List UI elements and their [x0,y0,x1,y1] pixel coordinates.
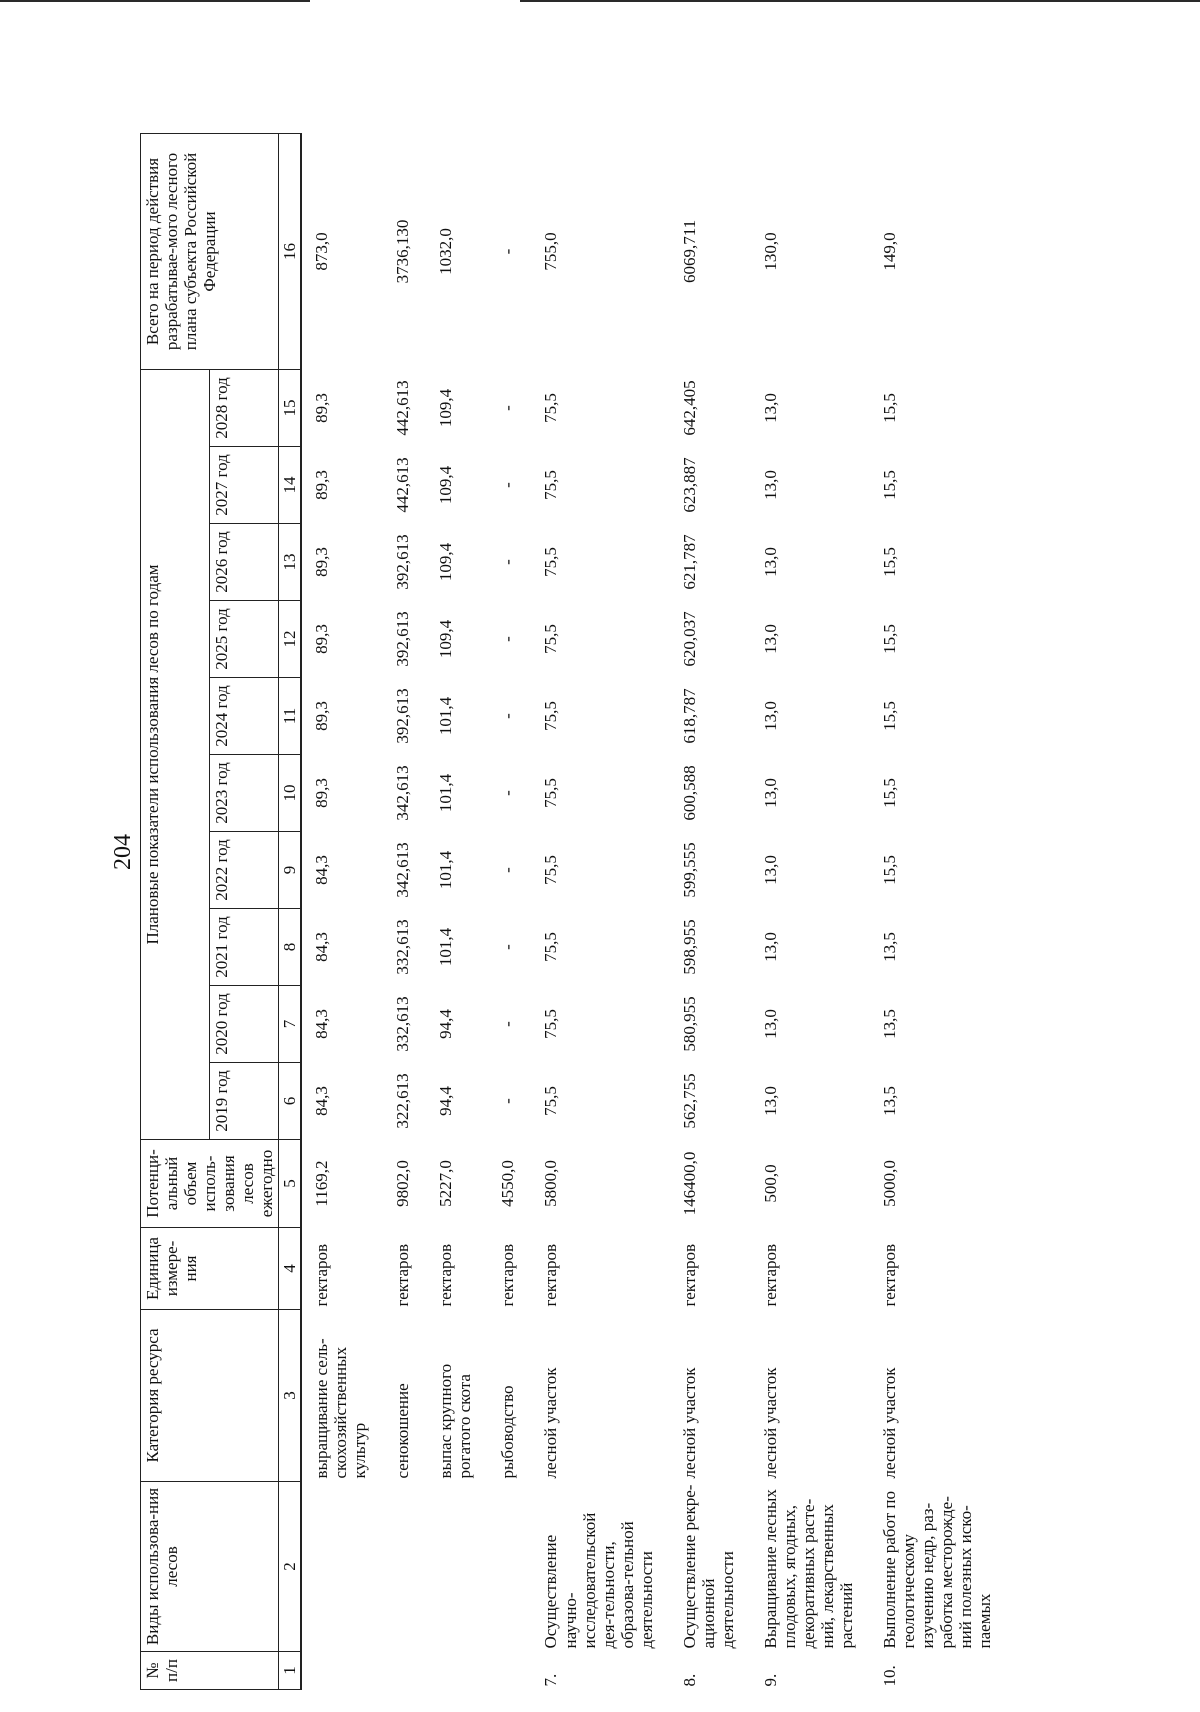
column-number: 11 [279,678,302,755]
column-number: 7 [279,986,302,1063]
header-unit: Единица измере-ния [141,1228,279,1310]
row-year-value: 15,5 [879,393,899,423]
row-unit: гектаров [312,1243,332,1307]
row-year-value: - [498,482,518,488]
row-year-value: 101,4 [436,927,456,967]
row-year-value: - [498,405,518,411]
table-row [670,133,751,1689]
row-year-value: - [498,867,518,873]
table-row [301,133,383,1689]
header-planned-indicators: Плановые показатели использования лесов по годам [141,369,210,1139]
row-year-value: 392,613 [393,611,413,667]
column-number: 12 [279,601,302,678]
row-year-value: 75,5 [541,393,561,423]
row-forest-use-kind: Выращивание лесных плодовых, ягодных, декоративных расте-ний, лекарственных растений [760,1489,856,1649]
row-unit: гектаров [679,1243,699,1307]
row-year-value: 392,613 [393,534,413,590]
row-year-value: 342,613 [393,765,413,821]
row-total: 130,0 [760,232,780,271]
header-year: 2019 год [210,1063,279,1140]
row-year-value: 598,955 [679,919,699,975]
header-year: 2028 год [210,369,279,446]
row-year-value: 101,4 [436,850,456,890]
column-number: 1 [279,1652,302,1690]
header-year: 2027 год [210,447,279,524]
rotated-table-container [140,134,1008,1690]
row-resource-category: лесной участок [541,1367,561,1479]
table-body [301,133,1008,1689]
column-number: 4 [279,1228,302,1310]
row-year-value: 392,613 [393,688,413,744]
row-year-value: - [498,1021,518,1027]
row-year-value: 75,5 [541,1086,561,1116]
row-resource-category: лесной участок [760,1367,780,1479]
column-number: 13 [279,524,302,601]
row-year-value: 101,4 [436,773,456,813]
table-row [426,133,488,1689]
header-number: № п/п [141,1652,279,1690]
row-year-value: 13,0 [760,855,780,885]
row-year-value: - [498,559,518,565]
row-total: - [498,248,518,255]
row-index: 8. [679,1673,699,1687]
row-year-value: 580,955 [679,996,699,1052]
row-forest-use-kind [301,1482,383,1652]
table-row [531,133,669,1689]
forest-use-table [140,133,1008,1690]
row-year-value: 75,5 [541,932,561,962]
row-year-value: 13,0 [760,470,780,500]
row-year-value: 332,613 [393,919,413,975]
row-index: 9. [760,1673,780,1687]
row-potential-volume: 4550,0 [498,1160,518,1207]
row-index [488,1652,531,1690]
header-year: 2022 год [210,832,279,909]
row-year-value: 13,0 [760,932,780,962]
row-year-value: 75,5 [541,547,561,577]
row-total: 149,0 [879,232,899,271]
row-year-value: 84,3 [312,1009,332,1039]
row-forest-use-kind [383,1482,426,1652]
header-year: 2026 год [210,524,279,601]
row-year-value: 75,5 [541,855,561,885]
row-forest-use-kind: Выполнение работ по геологическому изучению недр, раз-работка месторожде-ний полезных иско-паемых [879,1491,995,1649]
row-unit: гектаров [436,1243,456,1307]
row-forest-use-kind: Осуществление рекре-ационной деятельности [679,1484,737,1649]
row-forest-use-kind: Осуществление научно-исследовательской дея-тельности, образова-тельной деятельности [541,1512,656,1649]
row-index: 7. [541,1673,561,1687]
row-potential-volume: 500,0 [760,1164,780,1203]
row-year-value: 13,5 [879,1086,899,1116]
table-row [751,133,870,1689]
row-unit: гектаров [760,1243,780,1307]
row-year-value: 89,3 [312,701,332,731]
row-year-value: 101,4 [436,696,456,736]
row-year-value: 75,5 [541,1009,561,1039]
row-year-value: - [498,790,518,796]
column-number: 16 [279,133,302,369]
scan-edge-top-left [0,0,310,2]
row-year-value: 89,3 [312,778,332,808]
row-year-value: 623,887 [679,457,699,513]
row-year-value: 15,5 [879,778,899,808]
row-year-value: 13,0 [760,624,780,654]
table-row [383,133,426,1689]
row-year-value: 109,4 [436,388,456,428]
row-year-value: 84,3 [312,1086,332,1116]
row-unit: гектаров [541,1243,561,1307]
row-year-value: 89,3 [312,624,332,654]
header-column-numbers [279,133,302,1689]
header-forest-use-kind: Виды использова-ния лесов [141,1482,279,1652]
row-year-value: 442,613 [393,457,413,513]
column-number: 6 [279,1063,302,1140]
row-year-value: 13,5 [879,932,899,962]
row-total: 755,0 [541,232,561,271]
row-year-value: 15,5 [879,624,899,654]
table-row [488,133,531,1689]
header-year: 2020 год [210,986,279,1063]
row-year-value: - [498,713,518,719]
row-year-value: 13,0 [760,778,780,808]
row-year-value: 94,4 [436,1086,456,1116]
column-number: 15 [279,369,302,446]
column-number: 8 [279,909,302,986]
header-year: 2024 год [210,678,279,755]
scan-edge-top-right [520,0,1200,2]
row-year-value: - [498,636,518,642]
header-potential-volume: Потенци-альный объем исполь-зования лесов ежегодно [141,1140,279,1228]
row-potential-volume: 5227,0 [436,1160,456,1207]
row-total: 1032,0 [436,228,456,275]
row-potential-volume: 5000,0 [879,1160,899,1207]
row-year-value: 621,787 [679,534,699,590]
row-year-value: 13,0 [760,393,780,423]
header-resource-category: Категория ресурса [141,1310,279,1482]
column-number: 3 [279,1310,302,1482]
row-year-value: 75,5 [541,778,561,808]
row-year-value: 84,3 [312,855,332,885]
column-number: 10 [279,755,302,832]
row-year-value: 618,787 [679,688,699,744]
row-potential-volume: 9802,0 [393,1160,413,1207]
row-year-value: 442,613 [393,380,413,436]
row-year-value: 13,0 [760,701,780,731]
column-number: 14 [279,447,302,524]
row-year-value: 599,555 [679,842,699,898]
header-year: 2023 год [210,755,279,832]
row-year-value: - [498,1098,518,1104]
row-potential-volume: 1169,2 [312,1160,332,1207]
row-index [383,1652,426,1690]
header-total-period: Всего на период действия разрабатывае-мого лесного плана субъекта Российской Федерации [141,133,279,369]
row-potential-volume: 146400,0 [679,1151,699,1216]
row-index [426,1652,488,1690]
header-year: 2025 год [210,601,279,678]
row-year-value: 89,3 [312,547,332,577]
row-year-value: 75,5 [541,701,561,731]
row-year-value: 109,4 [436,542,456,582]
page-number: 204 [110,834,136,870]
header-year: 2021 год [210,909,279,986]
row-year-value: 600,588 [679,765,699,821]
row-year-value: 15,5 [879,470,899,500]
row-year-value: 89,3 [312,393,332,423]
row-year-value: 89,3 [312,470,332,500]
row-forest-use-kind [426,1482,488,1652]
column-number: 2 [279,1482,302,1652]
row-unit: гектаров [393,1243,413,1307]
row-year-value: 75,5 [541,470,561,500]
row-total: 3736,130 [393,219,413,284]
row-year-value: 642,405 [679,380,699,436]
row-resource-category: лесной участок [679,1367,699,1479]
row-total: 6069,711 [679,219,699,284]
row-unit: гектаров [498,1243,518,1307]
column-number: 5 [279,1140,302,1228]
row-resource-category: рыбоводство [498,1385,518,1479]
row-year-value: 620,037 [679,611,699,667]
row-year-value: 13,0 [760,1086,780,1116]
row-year-value: - [498,944,518,950]
row-resource-category: выращивание сель-скохозяйственных культур [312,1338,370,1479]
row-year-value: 15,5 [879,855,899,885]
row-potential-volume: 5800,0 [541,1160,561,1207]
row-unit: гектаров [879,1243,899,1307]
header-row-1 [141,133,210,1689]
row-year-value: 322,613 [393,1073,413,1129]
row-index [301,1652,383,1690]
row-year-value: 332,613 [393,996,413,1052]
row-resource-category: лесной участок [879,1367,899,1479]
row-year-value: 15,5 [879,547,899,577]
row-year-value: 84,3 [312,932,332,962]
row-year-value: 15,5 [879,701,899,731]
row-year-value: 109,4 [436,619,456,659]
row-year-value: 75,5 [541,624,561,654]
row-resource-category: сенокошение [393,1383,413,1479]
row-year-value: 13,0 [760,1009,780,1039]
column-number: 9 [279,832,302,909]
table-row [870,133,1008,1689]
row-year-value: 13,0 [760,547,780,577]
row-index: 10. [879,1665,899,1687]
row-year-value: 342,613 [393,842,413,898]
row-year-value: 94,4 [436,1009,456,1039]
row-year-value: 13,5 [879,1009,899,1039]
row-year-value: 562,755 [679,1073,699,1129]
row-resource-category: выпас крупного рогатого скота [436,1363,475,1479]
row-year-value: 109,4 [436,465,456,505]
row-total: 873,0 [312,232,332,271]
row-forest-use-kind [488,1482,531,1652]
